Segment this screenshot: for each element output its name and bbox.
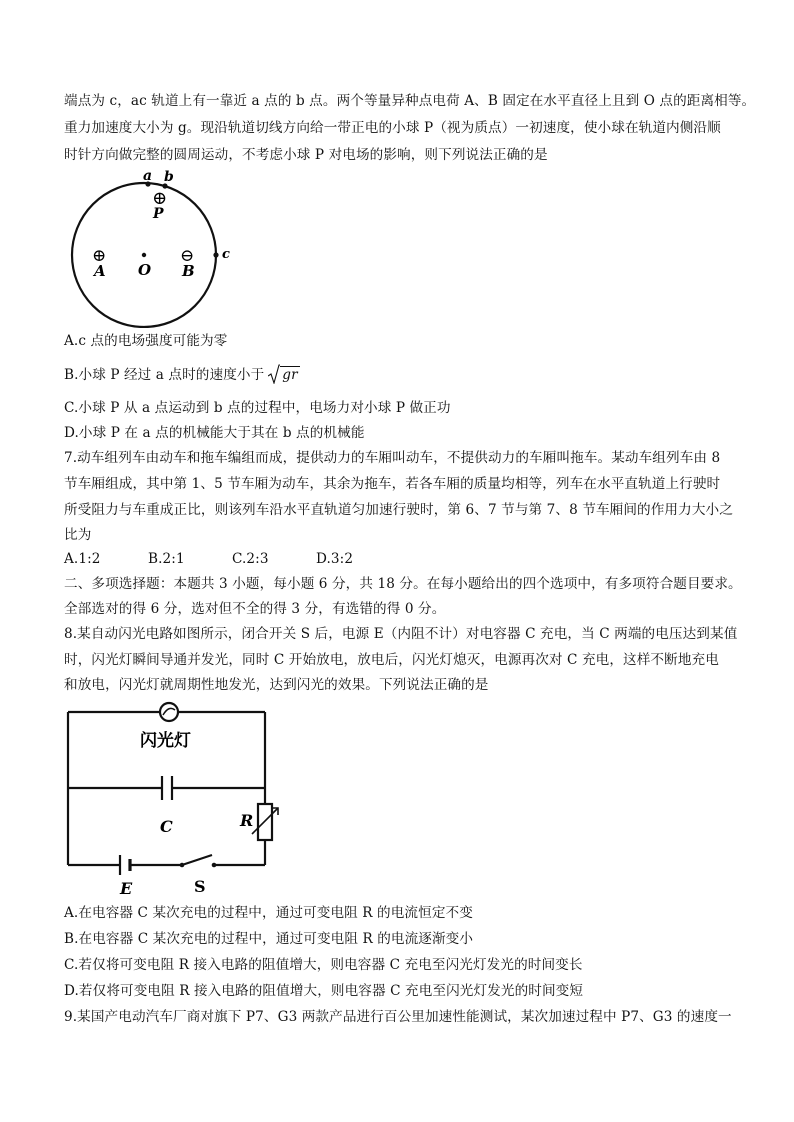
label-lamp: 闪光灯 (140, 731, 191, 751)
q7-option-d: D.3:2 (316, 551, 354, 567)
q7-line-2: 节车厢组成，其中第 1、5 节车厢为动车，其余为拖车，若各车厢的质量均相等，列车在水平直轨道上行驶时 (64, 476, 721, 492)
q6-option-d: D.小球 P 在 a 点的机械能大于其在 b 点的机械能 (64, 425, 365, 441)
circular-track-figure (60, 168, 250, 328)
q6-line-3: 时针方向做完整的圆周运动，不考虑小球 P 对电场的影响，则下列说法正确的是 (64, 147, 548, 163)
section2-line-1: 二、多项选择题：本题共 3 小题，每小题 6 分，共 18 分。在每小题给出的四个选项中，有多项符合题目要求。 (64, 576, 742, 592)
q8-line-2: 时，闪光灯瞬间导通并发光，同时 C 开始放电，放电后，闪光灯熄灭，电源再次对 C 充电，这样不断地充电 (64, 652, 719, 668)
radical-icon (268, 364, 280, 384)
label-b: b (164, 169, 174, 185)
label-B: B (182, 262, 195, 280)
q6-option-b-text: B.小球 P 经过 a 点时的速度小于 (64, 367, 265, 383)
q7-line-1: 7.动车组列车由动车和拖车编组而成，提供动力的车厢叫动车，不提供动力的车厢叫拖车。某动车组列车由 8 (64, 450, 721, 466)
q7-option-b: B.2:1 (148, 551, 185, 567)
q8-option-b: B.在电容器 C 某次充电的过程中，通过可变电阻 R 的电流逐渐变小 (64, 931, 474, 947)
q9-line-1: 9.某国产电动汽车厂商对旗下 P7、G3 两款产品进行百公里加速性能测试，某次加速过程中 P7、G3 的速度一 (64, 1009, 732, 1025)
section2-line-2: 全部选对的得 6 分，选对但不全的得 3 分，有选错的得 0 分。 (64, 601, 446, 617)
q8-line-3: 和放电，闪光灯就周期性地发光，达到闪光的效果。下列说法正确的是 (64, 677, 489, 693)
q7-option-a: A.1:2 (64, 551, 101, 567)
q6-option-a: A.c 点的电场强度可能为零 (64, 333, 228, 349)
q7-options (64, 546, 744, 573)
ball-p-plus: ⊕ (152, 188, 168, 209)
label-A: A (94, 262, 106, 280)
q6-option-c: C.小球 P 从 a 点运动到 b 点的过程中，电场力对小球 P 做正功 (64, 400, 451, 416)
point-c-dot (213, 252, 218, 257)
sqrt-gr (268, 362, 299, 389)
q8-line-1: 8.某自动闪光电路如图所示，闭合开关 S 后，电源 E（内阻不计）对电容器 C 充电，当 C 两端的电压达到某值 (64, 626, 738, 642)
label-R: R (240, 811, 254, 830)
center-o-dot (142, 253, 146, 257)
q7-line-4: 比为 (64, 527, 92, 543)
q7-line-3: 所受阻力与车重成正比，则该列车沿水平直轨道匀加速行驶时，第 6、7 节与第 7、8 节车厢间的作用力大小之 (64, 502, 733, 518)
label-a: a (143, 168, 153, 184)
label-p: P (153, 206, 164, 222)
q6-option-b (64, 362, 744, 389)
label-E: E (120, 879, 133, 898)
label-O: O (138, 261, 152, 279)
q8-option-d: D.若仅将可变电阻 R 接入电路的阻值增大，则电容器 C 充电至闪光灯发光的时间变短 (64, 983, 584, 999)
q6-line-2: 重力加速度大小为 g。现沿轨道切线方向给一带正电的小球 P（视为质点）一初速度，使小球在轨道内侧沿顺 (64, 120, 721, 136)
q8-option-c: C.若仅将可变电阻 R 接入电路的阻值增大，则电容器 C 充电至闪光灯发光的时间变长 (64, 957, 583, 973)
flash-lamp-icon (160, 703, 178, 721)
label-C: C (160, 817, 173, 836)
charge-a-plus: ⊕ (92, 246, 107, 266)
flash-circuit-figure (60, 700, 290, 900)
label-c: c (222, 247, 230, 262)
charge-b-minus: ⊖ (180, 246, 195, 266)
q6-line-1: 端点为 c，ac 轨道上有一靠近 a 点的 b 点。两个等量异种点电荷 A、B 固定在水平直径上且到 O 点的距离相等。 (64, 93, 756, 109)
sqrt-radicand: gr (282, 367, 298, 383)
label-S: S (194, 877, 206, 896)
switch-blade (182, 855, 212, 865)
q8-option-a: A.在电容器 C 某次充电的过程中，通过可变电阻 R 的电流恒定不变 (64, 905, 473, 921)
q7-option-c: C.2:3 (232, 551, 269, 567)
